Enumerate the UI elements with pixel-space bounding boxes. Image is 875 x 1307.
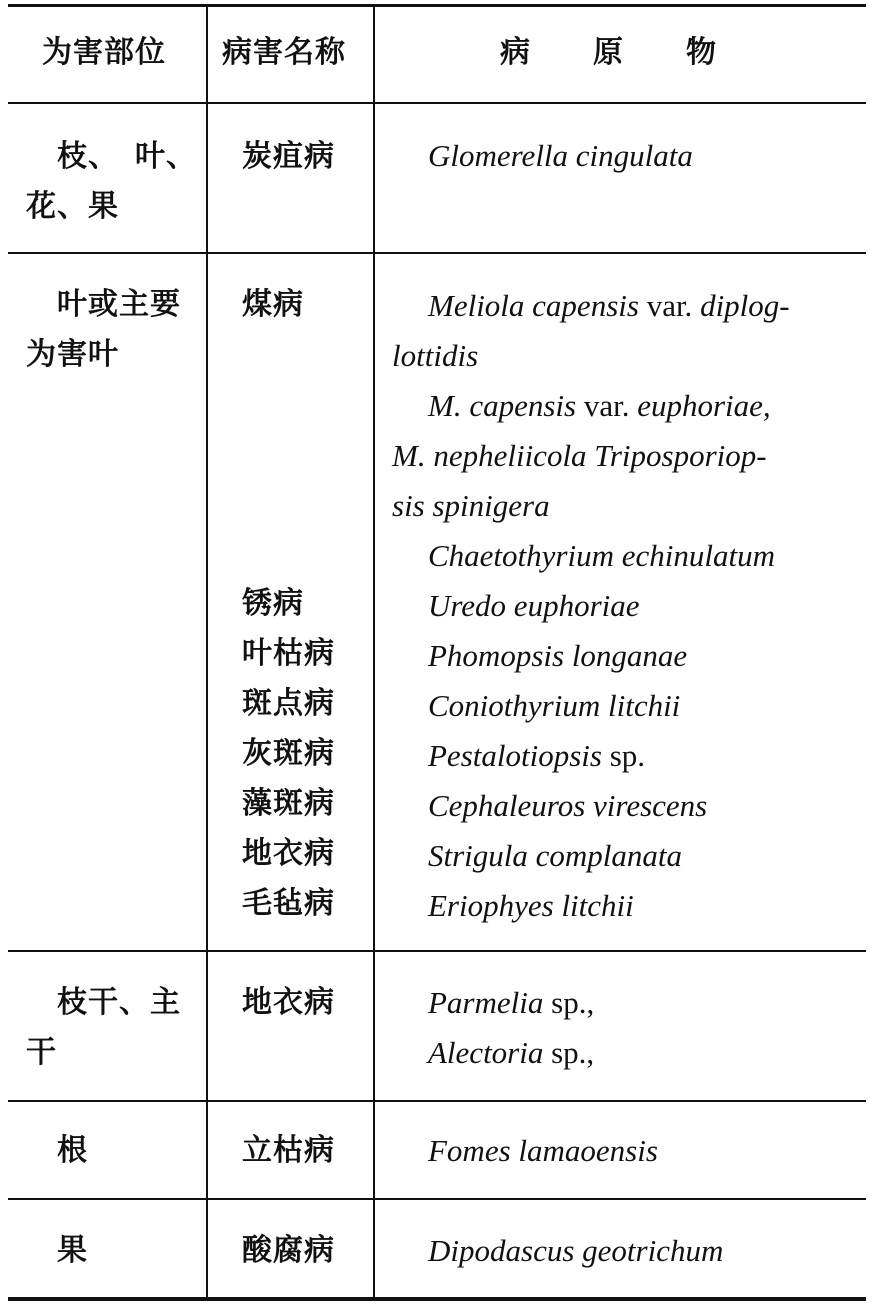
pathogen-name-italic: Meliola capensis <box>428 288 639 323</box>
pathogen-line <box>392 781 790 831</box>
pathogen-line <box>392 381 790 431</box>
disease-cell <box>242 978 335 1028</box>
pathogen-cell <box>392 281 790 931</box>
part-line: 叶或主要 <box>26 287 181 322</box>
pathogen-cell <box>392 1126 658 1176</box>
pathogen-line <box>392 331 790 381</box>
pathogen-line <box>392 731 790 781</box>
pathogen-name-italic: M. nepheliicola Triposporiop- <box>392 438 767 473</box>
pathogen-name-italic: Strigula complanata <box>428 838 683 873</box>
part-cell <box>26 1126 88 1176</box>
pathogen-name-italic: Fomes lamaoensis <box>428 1133 658 1168</box>
pathogen-cell <box>392 131 693 181</box>
part-line: 花、果 <box>26 189 119 224</box>
disease-name: 煤病 <box>242 287 304 322</box>
pathogen-name-italic: lottidis <box>392 338 479 373</box>
row-divider <box>8 1198 866 1200</box>
pathogen-line <box>392 831 790 881</box>
pathogen-line <box>392 531 790 581</box>
pathogen-name-roman: sp., <box>543 985 595 1020</box>
pathogen-name-italic: Coniothyrium litchii <box>428 688 681 723</box>
disease-name: 锈病 <box>242 586 304 621</box>
pathogen-name-italic: Glomerella cingulata <box>428 138 693 173</box>
disease-cell <box>242 1126 335 1176</box>
pathogen-cell <box>392 1226 723 1276</box>
part-line: 果 <box>26 1233 88 1268</box>
disease-name: 地衣病 <box>242 985 335 1020</box>
part-cell <box>26 1226 88 1276</box>
pathogen-line <box>392 131 693 181</box>
pathogen-line <box>392 681 790 731</box>
part-cell <box>26 978 181 1078</box>
disease-name: 立枯病 <box>242 1133 335 1168</box>
table-top-rule <box>8 4 866 7</box>
pathogen-name-italic: Alectoria <box>428 1035 544 1070</box>
pathogen-name-italic: euphoriae, <box>637 388 771 423</box>
pathogen-line <box>392 281 790 331</box>
pathogen-name-italic: M. capensis <box>428 388 577 423</box>
pathogen-name-roman: var. <box>638 288 701 323</box>
header-part: 为害部位 <box>42 35 166 70</box>
pathogen-line <box>392 431 790 481</box>
part-cell <box>26 280 181 380</box>
disease-cell <box>242 1226 335 1276</box>
part-line: 为害叶 <box>26 337 119 372</box>
row-divider <box>8 1100 866 1102</box>
pathogen-name-italic: Eriophyes litchii <box>428 888 634 923</box>
pathogen-line <box>392 581 790 631</box>
disease-name: 叶枯病 <box>242 636 335 671</box>
disease-name: 地衣病 <box>242 836 335 871</box>
pathogen-line <box>392 1028 594 1078</box>
disease-name: 斑点病 <box>242 686 335 721</box>
part-line: 枝、 叶、 <box>26 139 197 174</box>
table-bottom-rule <box>8 1297 866 1301</box>
pathogen-name-italic: Uredo euphoriae <box>428 588 640 623</box>
row-divider <box>8 252 866 254</box>
header-disease: 病害名称 <box>222 35 346 70</box>
pathogen-name-roman: sp. <box>601 738 646 773</box>
pathogen-line <box>392 881 790 931</box>
pathogen-line <box>392 978 594 1028</box>
pathogen-name-roman: sp., <box>543 1035 595 1070</box>
pathogen-line <box>392 481 790 531</box>
pathogen-name-italic: Phomopsis longanae <box>428 638 688 673</box>
pathogen-line <box>392 1126 658 1176</box>
row-divider <box>8 950 866 952</box>
pathogen-name-italic: Chaetothyrium echinulatum <box>428 538 775 573</box>
pathogen-name-italic: Cephaleuros virescens <box>428 788 708 823</box>
pathogen-cell <box>392 978 594 1078</box>
column-divider <box>206 4 208 1300</box>
pathogen-name-roman: var. <box>576 388 638 423</box>
pathogen-name-italic: Pestalotiopsis <box>428 738 602 773</box>
part-line: 干 <box>26 1035 57 1070</box>
disease-name: 毛毡病 <box>242 886 335 921</box>
part-cell <box>26 132 197 232</box>
disease-cell <box>242 579 335 929</box>
disease-cell <box>242 132 335 182</box>
disease-name: 藻斑病 <box>242 786 335 821</box>
disease-name: 灰斑病 <box>242 736 335 771</box>
pathogen-name-italic: Parmelia <box>428 985 544 1020</box>
part-line: 枝干、主 <box>26 985 181 1020</box>
header-bottom-rule <box>8 102 866 104</box>
column-divider <box>373 4 375 1300</box>
part-line: 根 <box>26 1133 88 1168</box>
header-pathogen: 病 原 物 <box>500 35 717 70</box>
disease-cell <box>242 280 304 330</box>
pathogen-name-italic: sis spinigera <box>392 488 550 523</box>
disease-name: 酸腐病 <box>242 1233 335 1268</box>
disease-name: 炭疽病 <box>242 139 335 174</box>
pathogen-line <box>392 631 790 681</box>
pathogen-line <box>392 1226 723 1276</box>
pathogen-name-italic: Dipodascus geotrichum <box>428 1233 724 1268</box>
pathogen-name-italic: diplog- <box>700 288 790 323</box>
